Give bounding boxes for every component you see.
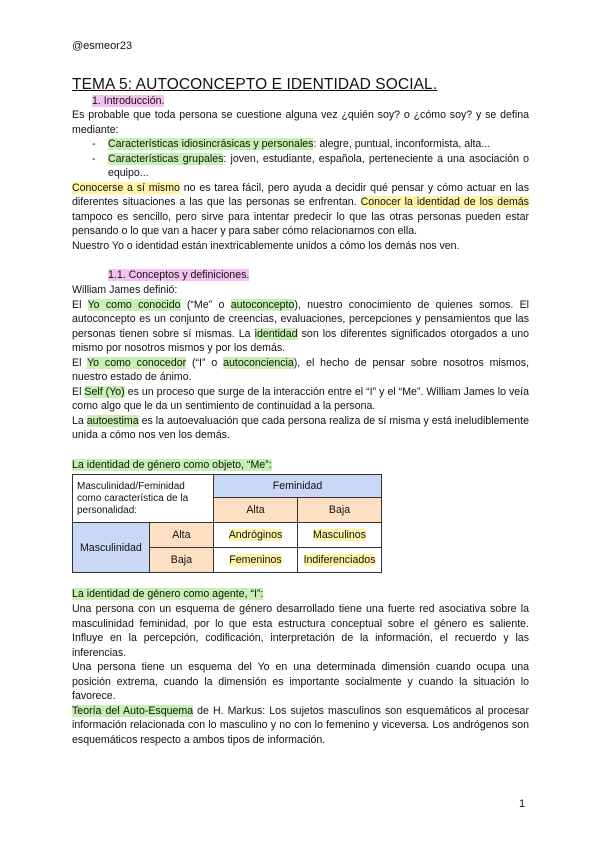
table-cell xyxy=(214,523,298,548)
term-highlight: Self (Yo) xyxy=(84,385,125,398)
knowing-paragraph xyxy=(72,181,529,239)
table-corner-cell: Masculinidad/Feminidad como característica de la personalidad: xyxy=(73,475,214,523)
term-highlight: Yo como conocedor xyxy=(87,356,187,369)
section-heading-conceptos xyxy=(108,268,249,283)
dash-bullet: - xyxy=(92,152,96,165)
paragraph-text: de H. Markus: Los sujetos masculinos son esquemáticos al procesar información relacionada con lo masculino y no con lo femenino y viceversa. Los andrógenos son esquemáticos respecto a ambos tipos de información. xyxy=(72,704,529,746)
schema-paragraph: Una persona con un esquema de género desarrollado tiene una fuerte red asociativa sobre la masculinidad feminidad, por lo que esta estructura conceptual sobre el género es saliente. Influye en la percepción, codificación, interpretación de la información, el recuerdo y las inferencias. xyxy=(72,603,529,659)
agent-block xyxy=(72,602,529,747)
author-handle: @esmeor23 xyxy=(72,40,133,52)
section-heading-introduccion xyxy=(92,94,164,109)
paragraph-text: (“Me” o xyxy=(180,298,231,311)
dash-bullet: - xyxy=(92,138,96,150)
term-highlight: Características grupales xyxy=(108,152,224,165)
paragraph-text: tampoco es sencillo, pero sirve para intentar predecir lo que las otras personas pueden estar pensando o lo que van a hacer y para saber cómo relacionarnos con ella. xyxy=(72,210,529,237)
markus-paragraph xyxy=(72,704,529,748)
yo-conocedor-paragraph xyxy=(72,356,529,385)
paragraph-text: El xyxy=(72,298,88,311)
yo-conocido-paragraph xyxy=(72,298,529,356)
characteristics-list xyxy=(72,137,529,181)
table-col-header: Baja xyxy=(298,498,382,523)
cell-value: Andróginos xyxy=(228,529,283,541)
intro-block xyxy=(72,108,529,253)
term-highlight: autoestima xyxy=(86,414,139,427)
table-col-group-header: Feminidad xyxy=(214,475,382,498)
cell-value: Indiferenciados xyxy=(303,554,376,566)
agent-heading xyxy=(72,587,263,602)
intro-paragraph: Es probable que toda persona se cuestione alguna vez ¿quién soy? o ¿cómo soy? y se defina mediante: xyxy=(72,109,529,136)
list-item xyxy=(72,152,529,181)
paragraph-text: El xyxy=(72,356,88,369)
concepts-block xyxy=(72,283,529,443)
table-cell xyxy=(298,523,382,548)
paragraph-text: es la autoevaluación que cada persona realiza de sí misma y está ineludiblemente unida a cómo nos ven los demás. xyxy=(72,414,529,441)
section-heading-text: 1.1. Conceptos y definiciones. xyxy=(108,269,250,281)
cell-value: Masculinos xyxy=(313,529,366,541)
agent-heading-text: La identidad de género como agente, “I”: xyxy=(72,588,264,600)
paragraph-text: ), el hecho de pensar sobre nosotros mismos, nuestro estado de ánimo. xyxy=(72,356,530,383)
term-highlight: Teoría del Auto-Esquema xyxy=(72,704,194,717)
page-title: TEMA 5: AUTOCONCEPTO E IDENTIDAD SOCIAL. xyxy=(72,76,438,93)
paragraph-text: (“I” o xyxy=(186,356,224,369)
paragraph-text: no es tarea fácil, pero ayuda a decidir qué pensar y cómo actuar en las diferentes situaciones a las que las personas se enfrentan. xyxy=(72,181,529,208)
paragraph-text: ), nuestro conocimiento de quienes somos. El autoconcepto es un conjunto de creencias, evaluaciones, percepciones y pensamientos que las personas tienen sobre sí mismas. La xyxy=(72,298,530,340)
gender-identity-table xyxy=(72,474,382,573)
list-item xyxy=(72,137,529,152)
term-highlight: autoconcepto xyxy=(230,298,295,311)
table-row-header: Alta xyxy=(149,523,213,548)
table-row-header: Baja xyxy=(149,548,213,573)
table-row-group-header: Masculinidad xyxy=(73,523,150,573)
term-highlight: Características idiosincrásicas y personales xyxy=(108,138,314,150)
autoestima-paragraph xyxy=(72,414,529,443)
table-cell xyxy=(298,548,382,573)
term-highlight: Yo como conocido xyxy=(87,298,181,311)
paragraph-text: La xyxy=(72,414,87,427)
paragraph-text: es un proceso que surge de la interacción entre el “I” y el “Me”. William James lo veía como algo que le da un sentimiento de continuidad a la persona. xyxy=(72,385,529,412)
cell-value: Femeninos xyxy=(229,554,282,566)
term-highlight: Conocerse a sí mismo xyxy=(72,181,180,194)
table-cell xyxy=(214,548,298,573)
self-paragraph xyxy=(72,385,529,414)
table-heading xyxy=(72,458,272,473)
table-row xyxy=(73,523,382,548)
term-highlight: identidad xyxy=(254,327,298,340)
page-number: 1 xyxy=(519,798,526,810)
table-row xyxy=(73,475,382,498)
table-heading-text: La identidad de género como objeto, “Me”: xyxy=(72,459,272,471)
term-highlight: Conocer la identidad de los demás xyxy=(360,196,529,208)
paragraph-text: El xyxy=(72,385,85,398)
identity-paragraph: Nuestro Yo o identidad están inextricablemente unidos a cómo los demás nos ven. xyxy=(72,239,460,252)
table-col-header: Alta xyxy=(214,498,298,523)
list-item-text: : joven, estudiante, española, perteneciente a una asociación o equipo... xyxy=(108,152,530,179)
section-heading-text: 1. Introducción. xyxy=(92,95,165,107)
dimension-paragraph: Una persona tiene un esquema del Yo en una determinada dimensión cuando ocupa una posición extrema, cuando la dimensión es importante socialmente y cuando la situación lo favorece. xyxy=(72,661,529,702)
list-item-text: : alegre, puntual, inconformista, alta... xyxy=(313,138,491,150)
paragraph-text: son los diferentes significados otorgados a uno mismo por nosotros mismos y por los demás. xyxy=(72,327,530,354)
james-intro: William James definió: xyxy=(72,284,178,296)
term-highlight: autoconciencia xyxy=(223,356,294,369)
